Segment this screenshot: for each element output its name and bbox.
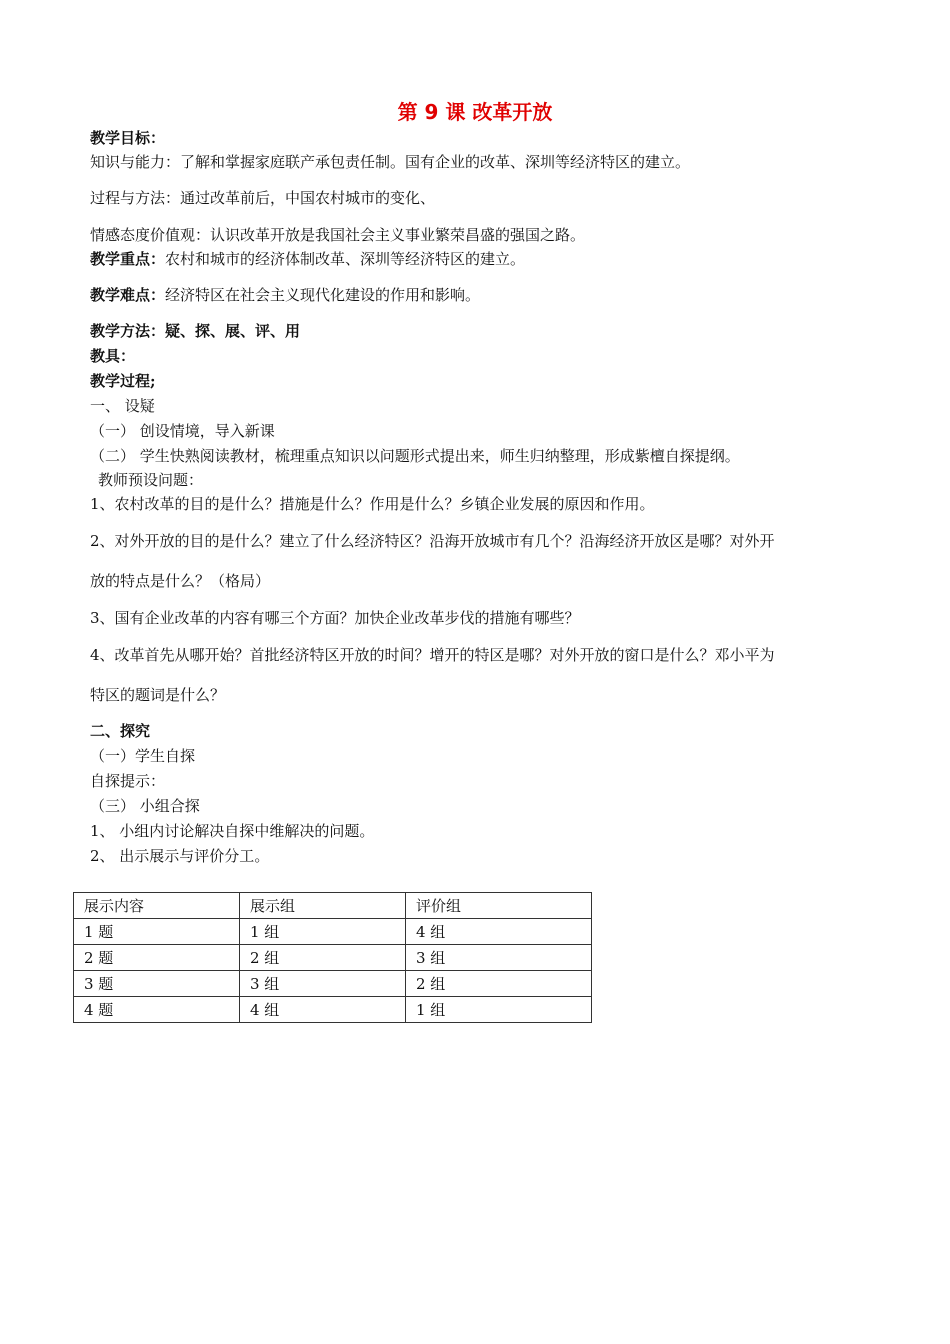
table-cell: 2 组 bbox=[406, 971, 592, 997]
assignment-table bbox=[73, 892, 592, 1023]
table-cell: 3 组 bbox=[406, 945, 592, 971]
section-1-sub-1: （一） 创设情境，导入新课 bbox=[90, 422, 275, 440]
section-1-heading: 一、 设疑 bbox=[90, 397, 155, 415]
goals-heading: 教学目标： bbox=[90, 129, 166, 147]
question-4-line-1: 4、改革首先从哪开始？首批经济特区开放的时间？增开的特区是哪？对外开放的窗口是什么？邓小平为 bbox=[90, 646, 775, 664]
table-header-cell: 展示内容 bbox=[74, 893, 240, 919]
goal-process: 过程与方法：通过改革前后，中国农村城市的变化、 bbox=[90, 189, 436, 207]
key-label: 教学重点： bbox=[90, 250, 166, 268]
key-text: 农村和城市的经济体制改革、深圳等经济特区的建立。 bbox=[165, 250, 526, 268]
section-1-sub-2: （二） 学生快熟阅读教材，梳理重点知识以问题形式提出来，师生归纳整理，形成紫檀自探提纲。 bbox=[90, 447, 740, 465]
question-2-line-1: 2、对外开放的目的是什么？建立了什么经济特区？沿海开放城市有几个？沿海经济开放区是哪？对外开 bbox=[90, 532, 775, 550]
difficulty-label: 教学难点： bbox=[90, 286, 166, 304]
teaching-tools: 教具： bbox=[90, 347, 136, 365]
section-2-item-1: 1、 小组内讨论解决自探中维解决的问题。 bbox=[90, 822, 375, 840]
question-4-line-2: 特区的题词是什么？ bbox=[90, 686, 226, 704]
teaching-method: 教学方法：疑、探、展、评、用 bbox=[90, 322, 301, 340]
table-cell: 1 组 bbox=[240, 919, 406, 945]
question-3: 3、国有企业改革的内容有哪三个方面？加快企业改革步伐的措施有哪些？ bbox=[90, 609, 580, 627]
section-2-heading: 二、探究 bbox=[90, 722, 151, 740]
table-row bbox=[74, 997, 592, 1023]
table-row bbox=[74, 945, 592, 971]
section-2-sub-1: （一）学生自探 bbox=[90, 747, 196, 765]
table-cell: 4 题 bbox=[74, 997, 240, 1023]
table-cell: 1 题 bbox=[74, 919, 240, 945]
table-cell: 3 题 bbox=[74, 971, 240, 997]
table-header-row bbox=[74, 893, 592, 919]
section-2-item-2: 2、 出示展示与评价分工。 bbox=[90, 847, 270, 865]
table-cell: 3 组 bbox=[240, 971, 406, 997]
teaching-process: 教学过程; bbox=[90, 372, 156, 390]
self-study-hint: 自探提示： bbox=[90, 772, 166, 790]
table-cell: 1 组 bbox=[406, 997, 592, 1023]
table-cell: 4 组 bbox=[406, 919, 592, 945]
question-2-line-2: 放的特点是什么？（格局） bbox=[90, 572, 271, 590]
page-title: 第 9 课 改革开放 bbox=[397, 100, 553, 124]
teacher-questions-label: 教师预设问题： bbox=[98, 471, 204, 489]
table-header-cell: 评价组 bbox=[406, 893, 592, 919]
table-cell: 4 组 bbox=[240, 997, 406, 1023]
section-2-sub-3: （三） 小组合探 bbox=[90, 797, 200, 815]
difficulty-text: 经济特区在社会主义现代化建设的作用和影响。 bbox=[165, 286, 481, 304]
question-1: 1、农村改革的目的是什么？措施是什么？作用是什么？乡镇企业发展的原因和作用。 bbox=[90, 495, 655, 513]
goal-emotion: 情感态度价值观：认识改革开放是我国社会主义事业繁荣昌盛的强国之路。 bbox=[90, 226, 586, 244]
table-header-cell: 展示组 bbox=[240, 893, 406, 919]
table-row bbox=[74, 971, 592, 997]
key-point bbox=[90, 249, 525, 269]
table-row bbox=[74, 919, 592, 945]
table-cell: 2 组 bbox=[240, 945, 406, 971]
difficulty-point bbox=[90, 285, 480, 305]
goal-knowledge: 知识与能力：了解和掌握家庭联产承包责任制。国有企业的改革、深圳等经济特区的建立。 bbox=[90, 153, 691, 171]
table-cell: 2 题 bbox=[74, 945, 240, 971]
